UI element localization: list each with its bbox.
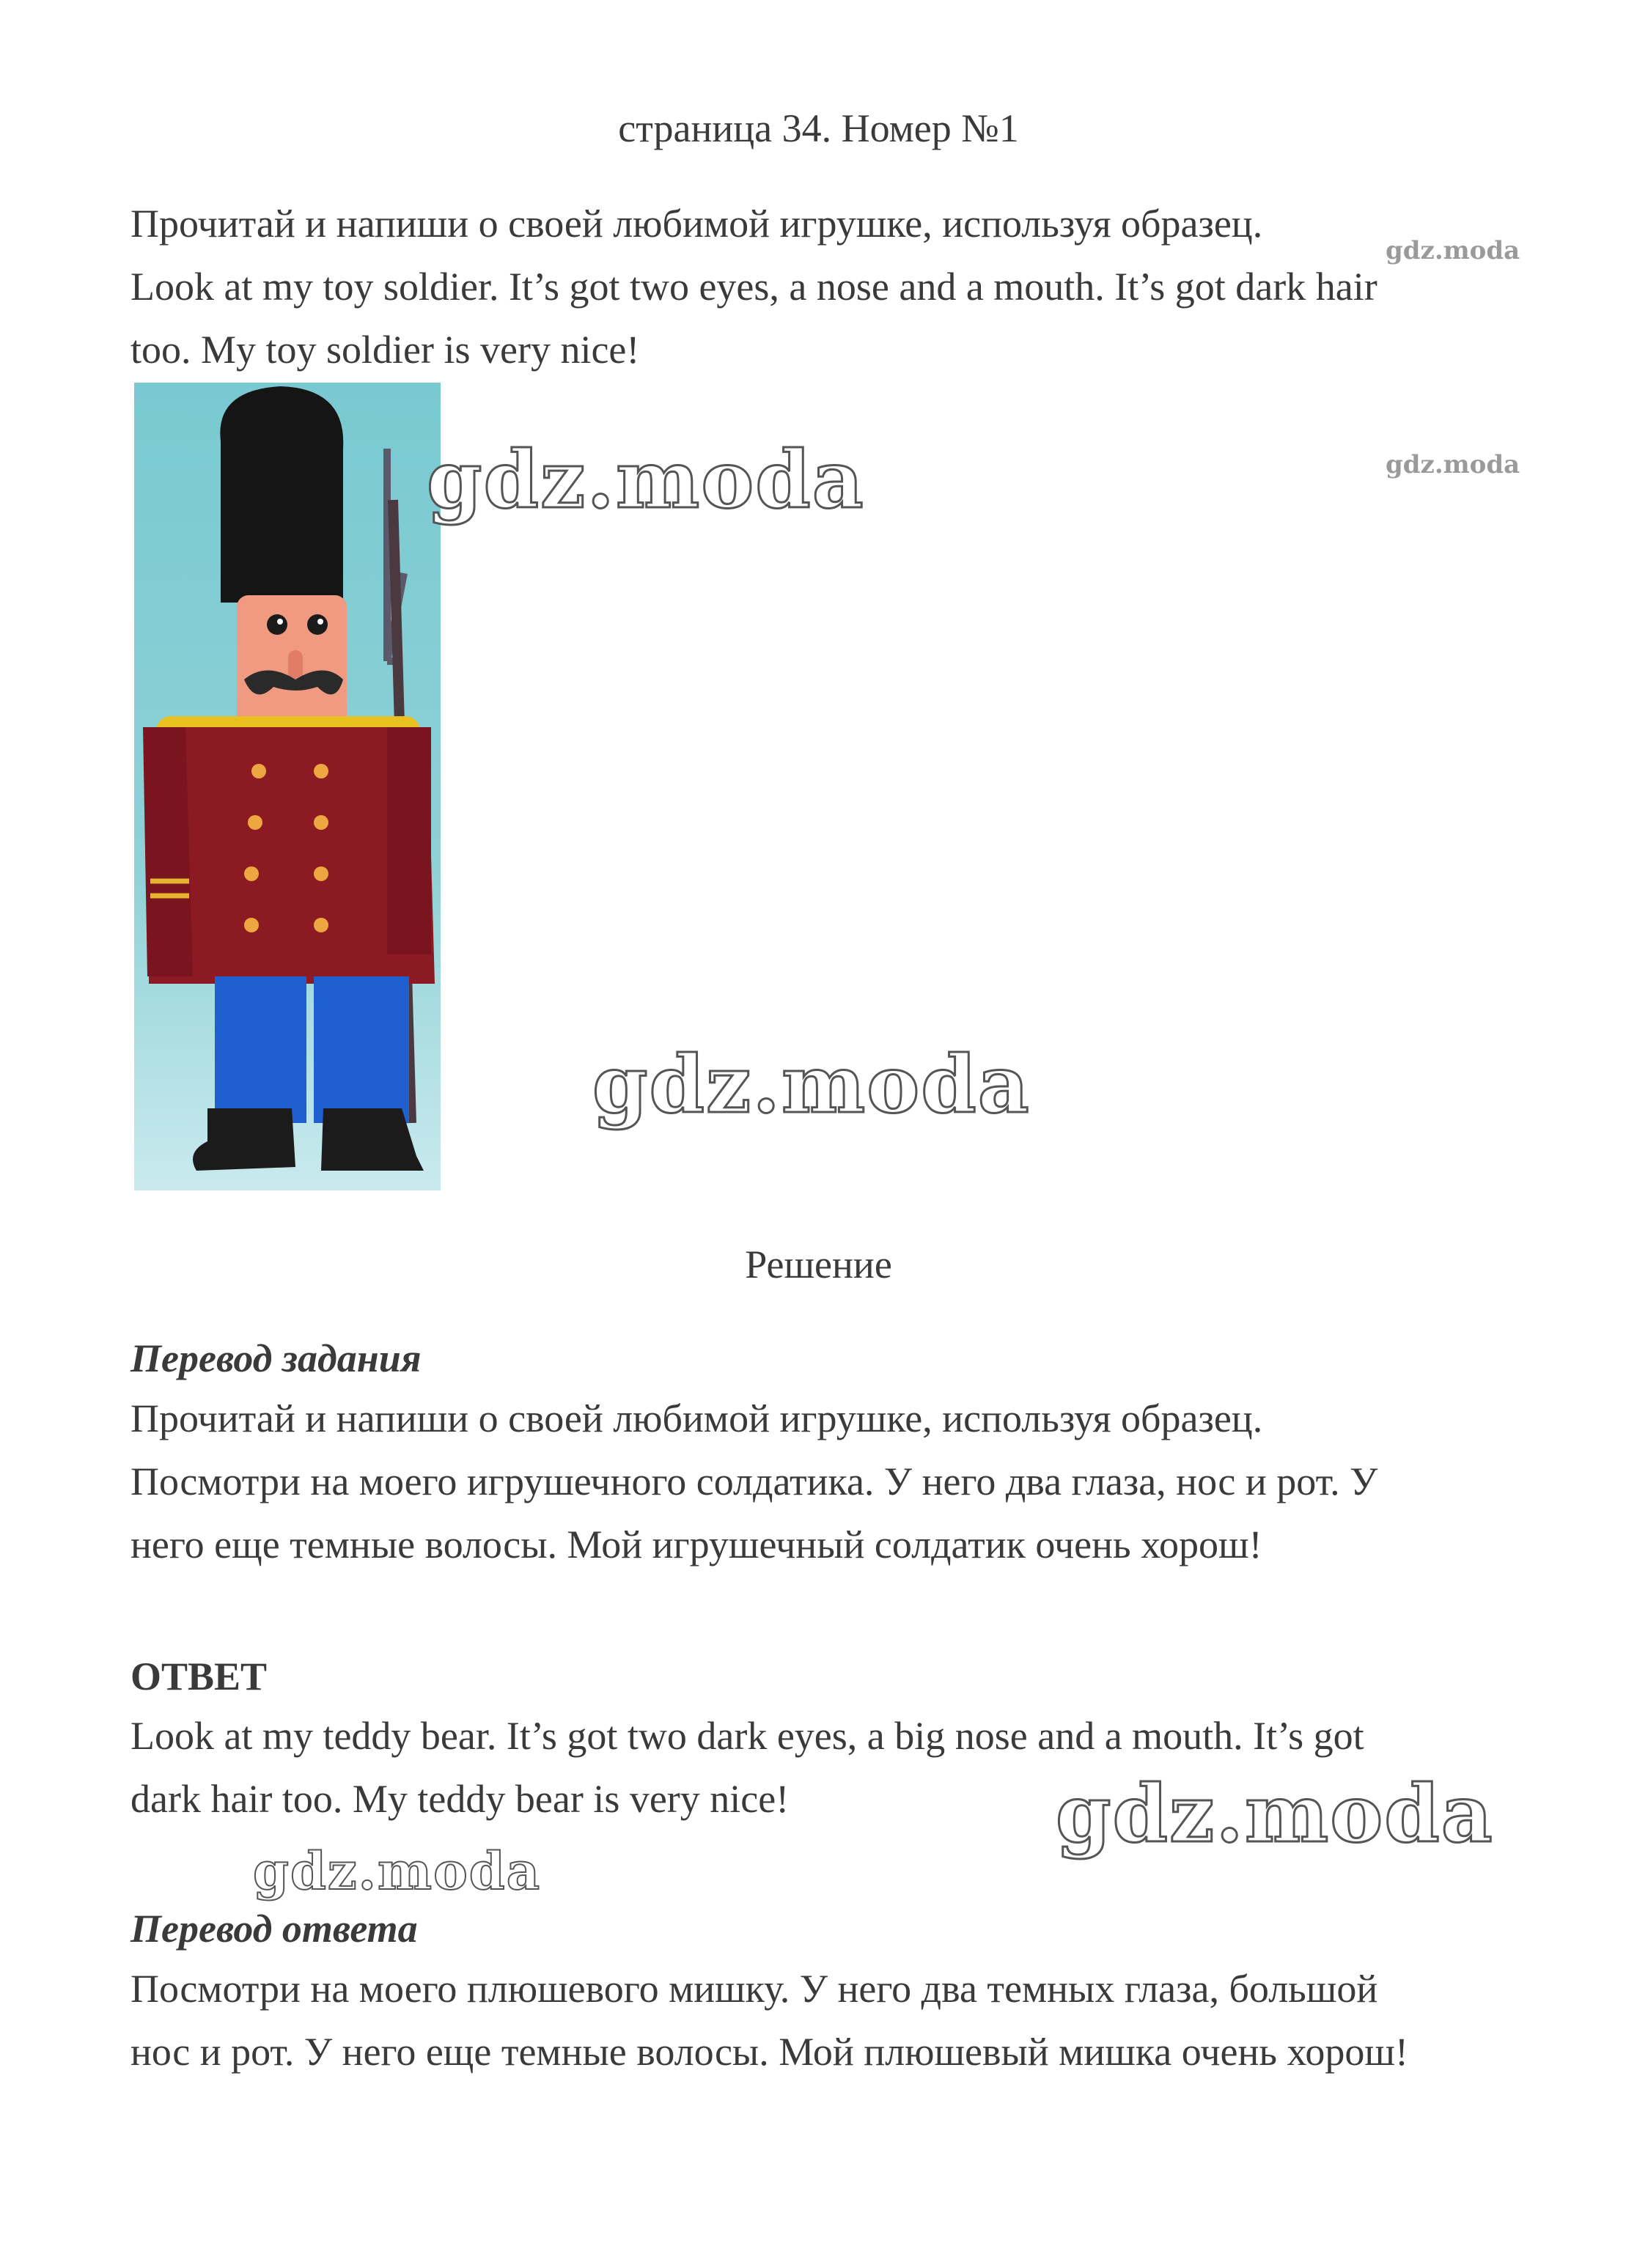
solution-label: Решение <box>745 1242 892 1286</box>
toy-soldier-image <box>134 383 441 1190</box>
trousers-left <box>215 976 306 1123</box>
sample-line-2: too. My toy soldier is very nice! <box>130 328 640 372</box>
page-header: страница 34. Номер №1 <box>618 106 1019 150</box>
translation-task-line-1: Прочитай и напиши о своей любимой игрушке, используя образец. <box>130 1396 1263 1440</box>
task-instruction: Прочитай и напиши о своей любимой игрушке, используя образец. <box>130 202 1263 246</box>
answer-line-1: Look at my teddy bear. It’s got two dark eyes, a big nose and a mouth. It’s got <box>130 1714 1364 1758</box>
answer-line-2: dark hair too. My teddy bear is very nice! <box>130 1777 790 1821</box>
watermark-large-2: gdz.moda <box>592 1039 1031 1131</box>
watermark-small-top: gdz.moda <box>1386 236 1520 265</box>
boot-left <box>193 1108 295 1171</box>
sample-line-1: Look at my toy soldier. It’s got two eyes, a nose and a mouth. It’s got dark hair <box>130 265 1377 309</box>
trousers-right <box>314 976 409 1123</box>
translation-answer-line-2: нос и рот. У него еще темные волосы. Мой плюшевый мишка очень хорош! <box>130 2030 1408 2074</box>
translation-task-heading: Перевод задания <box>130 1336 422 1380</box>
translation-task-line-2: Посмотри на моего игрушечного солдатика. У него два глаза, нос и рот. У <box>130 1459 1378 1503</box>
watermark-medium: gdz.moda <box>253 1841 542 1901</box>
translation-answer-heading: Перевод ответа <box>130 1907 418 1951</box>
watermark-large-1: gdz.moda <box>427 434 865 526</box>
watermark-large-3: gdz.moda <box>1056 1768 1494 1860</box>
watermark-small-right: gdz.moda <box>1386 450 1520 479</box>
translation-answer-line-1: Посмотри на моего плюшевого мишку. У него два темных глаза, большой <box>130 1967 1378 2011</box>
answer-heading: ОТВЕТ <box>130 1654 268 1698</box>
bearskin-hat <box>220 386 343 603</box>
translation-task-line-3: него еще темные волосы. Мой игрушечный солдатик очень хорош! <box>130 1523 1262 1566</box>
